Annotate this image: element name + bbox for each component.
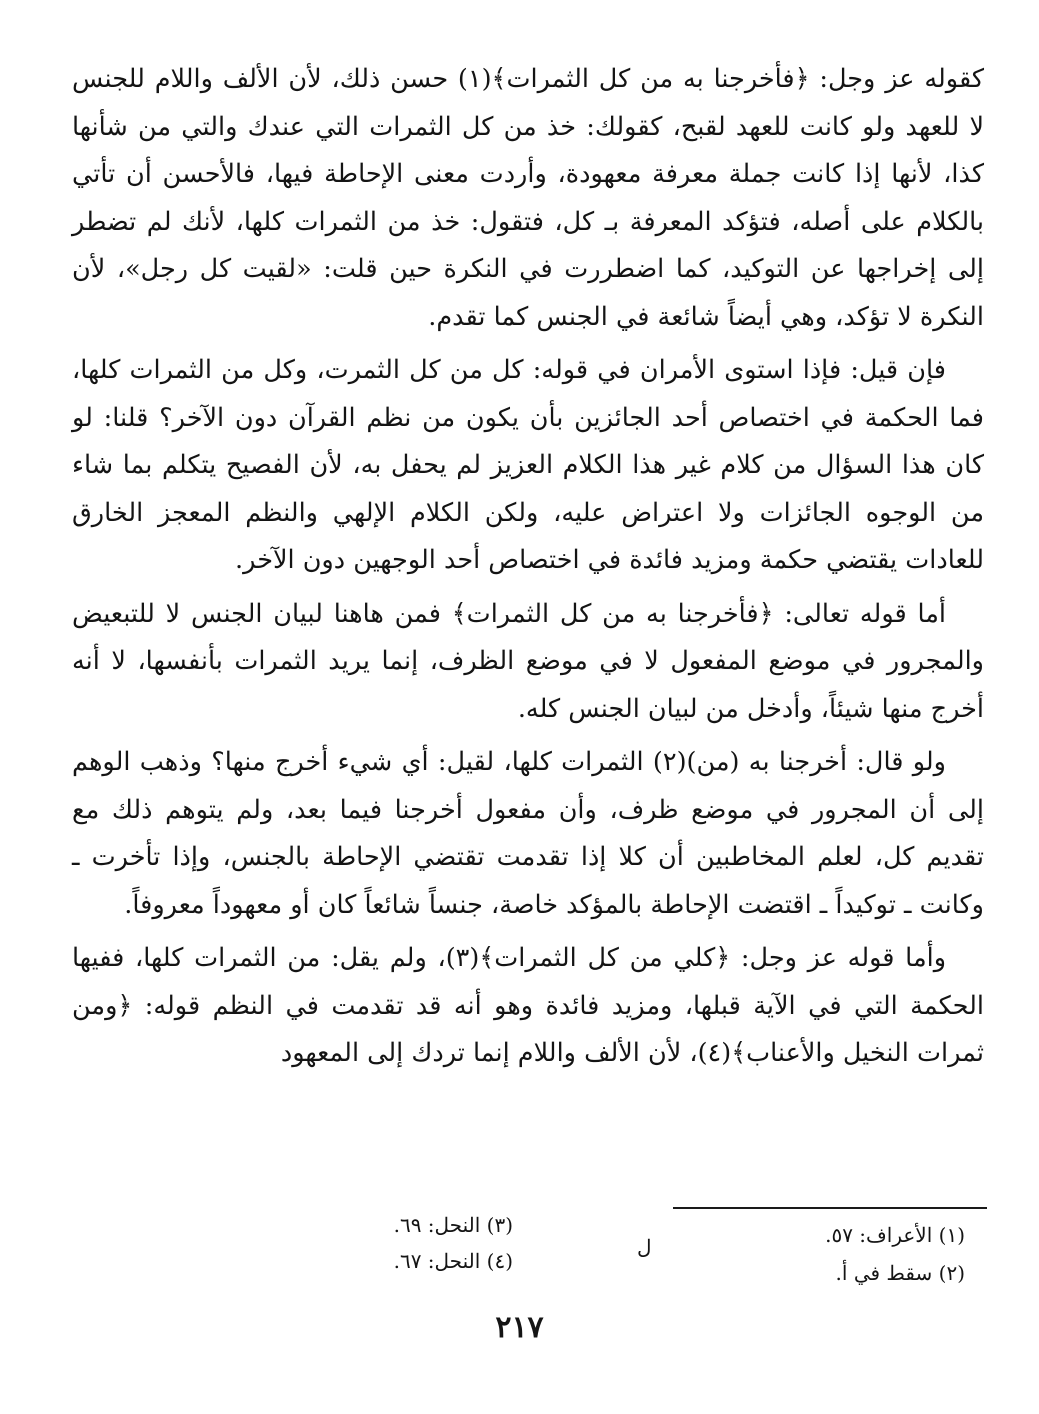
paragraph: وأما قوله عز وجل: ﴿كلي من كل الثمرات﴾(٣)، ولم يقل: من الثمرات كلها، ففيها الحكمة التي في الآية قبلها، ومزيد فائدة وهو أنه قد تقدمت في النظم قوله: ﴿ومن ثمرات النخيل والأعناب﴾(٤)، لأن الألف واللام إنما تردك إلى المعهود	[72, 943, 984, 1068]
footnote-separator	[673, 1207, 987, 1209]
footnote-3: (٣) النحل: ٦٩.	[393, 1213, 513, 1237]
paragraph: ولو قال: أخرجنا به (من)(٢) الثمرات كلها، لقيل: أي شيء أخرج منها؟ وذهب الوهم إلى أن المجرور في موضع ظرف، وأن مفعول أخرجنا فيما بعد، ولم يتوهم ذلك مع تقديم كل، لعلم المخاطبين أن كلا إذا تقدمت تقتضي الإحاطة بالجنس، وإذا تأخرت ـ وكانت ـ توكيداً ـ اقتضت الإحاطة بالمؤكد خاصة، جنساً شائعاً كان أو معهوداً معروفاً.	[72, 747, 984, 920]
page-number: ٢١٧	[495, 1310, 544, 1345]
stray-mark: ل	[637, 1235, 652, 1259]
footnote-1: (١) الأعراف: ٥٧.	[825, 1223, 965, 1247]
body-text	[72, 56, 984, 1078]
footnote-2: (٢) سقط في أ.	[835, 1261, 965, 1285]
footnote-4: (٤) النحل: ٦٧.	[393, 1249, 513, 1273]
paragraph: كقوله عز وجل: ﴿فأخرجنا به من كل الثمرات﴾(١) حسن ذلك، لأن الألف واللام للجنس لا للعهد ولو كانت للعهد لقبح، كقولك: خذ من كل الثمرات التي عندك والتي من شأنها كذا، لأنها إذا كانت جملة معرفة معهودة، وأردت معنى الإحاطة فيها، فالأحسن أن تأتي بالكلام على أصله، فتؤكد المعرفة بـ كل، فتقول: خذ من الثمرات كلها، لأنك لم تضطر إلى إخراجها عن التوكيد، كما اضطررت في النكرة حين قلت: «لقيت كل رجل»، لأن النكرة لا تؤكد، وهي أيضاً شائعة في الجنس كما تقدم.	[72, 64, 984, 332]
paragraph: فإن قيل: فإذا استوى الأمران في قوله: كل من كل الثمرت، وكل من الثمرات كلها، فما الحكمة في اختصاص أحد الجائزين بأن يكون من نظم القرآن دون الآخر؟ قلنا: لو كان هذا السؤال من كلام غير هذا الكلام العزيز لم يحفل به، لأن الفصيح يتكلم بما شاء من الوجوه الجائزات ولا اعتراض عليه، ولكن الكلام الإلهي والنظم المعجز الخارق للعادات يقتضي حكمة ومزيد فائدة في اختصاص أحد الوجهين دون الآخر.	[72, 355, 984, 575]
paragraph: أما قوله تعالى: ﴿فأخرجنا به من كل الثمرات﴾ فمن هاهنا لبيان الجنس لا للتبعيض والمجرور في موضع المفعول لا في موضع الظرف، إنما يريد الثمرات بأنفسها، لا أنه أخرج منها شيئاً، وأدخل من لبيان الجنس كله.	[72, 598, 984, 724]
